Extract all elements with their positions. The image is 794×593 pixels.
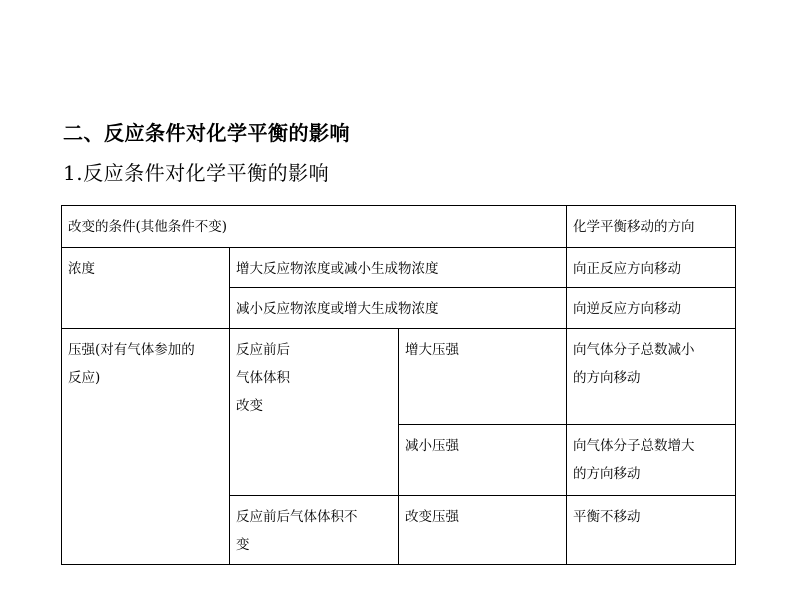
pressure-label-cell: 压强(对有气体参加的 反应) xyxy=(62,329,230,565)
table-row xyxy=(62,329,736,425)
no-volume-change-cell: 反应前后气体体积不 变 xyxy=(230,496,399,565)
equilibrium-conditions-table xyxy=(61,205,736,565)
direction-cell: 向逆反应方向移动 xyxy=(567,288,736,329)
volume-change-cell: 反应前后 气体体积 改变 xyxy=(230,329,399,496)
direction-cell: 向气体分子总数减小 的方向移动 xyxy=(567,329,736,425)
section-heading: 二、反应条件对化学平衡的影响 xyxy=(63,121,350,145)
table-header-row xyxy=(62,206,736,248)
direction-cell: 向正反应方向移动 xyxy=(567,248,736,288)
direction-cell: 平衡不移动 xyxy=(567,496,736,565)
header-condition-cell: 改变的条件(其他条件不变) xyxy=(62,206,567,248)
condition-cell: 改变压强 xyxy=(399,496,567,565)
condition-cell: 减小反应物浓度或增大生成物浓度 xyxy=(230,288,567,329)
direction-cell: 向气体分子总数增大 的方向移动 xyxy=(567,425,736,496)
condition-cell: 减小压强 xyxy=(399,425,567,496)
concentration-label-cell: 浓度 xyxy=(62,248,230,329)
sub-heading: 1.反应条件对化学平衡的影响 xyxy=(63,161,330,185)
header-direction-cell: 化学平衡移动的方向 xyxy=(567,206,736,248)
condition-cell: 增大压强 xyxy=(399,329,567,425)
table-row xyxy=(62,248,736,288)
condition-cell: 增大反应物浓度或减小生成物浓度 xyxy=(230,248,567,288)
